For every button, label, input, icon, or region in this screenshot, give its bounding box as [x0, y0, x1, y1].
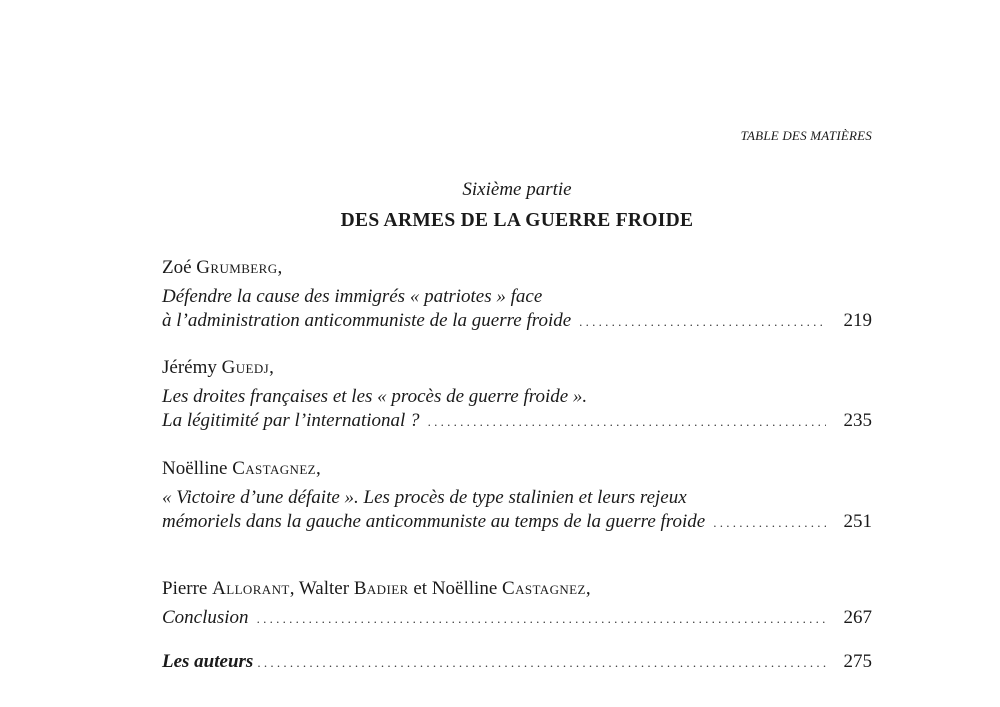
entry-title-line: mémoriels dans la gauche anticommuniste au temps de la guerre froide — [162, 511, 706, 532]
entry-title-line: Les auteurs — [162, 651, 254, 672]
dot-leader — [257, 607, 826, 631]
page-number: 235 — [843, 410, 872, 431]
author-separator: et — [408, 578, 432, 599]
page-number: 251 — [843, 511, 872, 532]
entry-title-leader-line — [162, 510, 872, 534]
entry-title-leader-line — [162, 650, 872, 674]
entry-title-leader-line — [162, 309, 872, 333]
entry-title-line: La légitimité par l’international ? — [162, 410, 420, 431]
toc-entry-les-auteurs — [162, 650, 872, 674]
author-last-name: Guedj — [221, 357, 270, 378]
author-last-name: Castagnez — [502, 578, 586, 599]
author-first-name: Zoé — [162, 257, 197, 278]
entry-author — [162, 356, 872, 380]
dot-leader — [713, 511, 826, 535]
author-first-name: Jérémy — [162, 357, 222, 378]
author-first-name: Noëlline — [431, 578, 503, 599]
dot-leader — [257, 651, 826, 675]
page-number: 267 — [843, 607, 872, 628]
toc-entry-castagnez — [162, 457, 872, 534]
entry-title-line: Défendre la cause des immigrés « patriotes » face — [162, 286, 543, 307]
dot-leader — [579, 310, 826, 334]
author-suffix: , — [316, 458, 321, 479]
toc-entry-guedj — [162, 356, 872, 433]
dot-leader — [428, 410, 826, 434]
entry-title-leader-line — [162, 409, 872, 433]
author-first-name: Pierre — [162, 578, 213, 599]
entry-title-line: à l’administration anticommuniste de la guerre froide — [162, 310, 572, 331]
entry-title-line: Conclusion — [162, 607, 249, 628]
toc-entry-grumberg — [162, 256, 872, 333]
author-last-name: Castagnez — [232, 458, 317, 479]
author-suffix: , — [269, 357, 274, 378]
entry-authors — [162, 577, 872, 601]
author-first-name: Walter — [298, 578, 354, 599]
part-title: DES ARMES DE LA GUERRE FROIDE — [340, 210, 694, 231]
part-label: Sixième partie — [462, 179, 572, 200]
running-head: TABLE DES MATIÈRES — [740, 128, 872, 143]
entry-title-line: « Victoire d’une défaite ». Les procès de type stalinien et leurs rejeux — [162, 487, 687, 508]
author-suffix: , — [277, 257, 283, 278]
page-number: 275 — [843, 651, 872, 672]
entry-title-leader-line — [162, 606, 872, 630]
entry-title-line: Les droites françaises et les « procès de guerre froide ». — [162, 386, 588, 407]
author-first-name: Noëlline — [162, 458, 233, 479]
author-last-name: Badier — [353, 578, 409, 599]
entry-author — [162, 457, 872, 481]
author-separator: , — [289, 578, 299, 599]
entry-author — [162, 256, 872, 280]
author-last-name: Allorant — [212, 578, 290, 599]
page-number: 219 — [843, 310, 872, 331]
author-suffix: , — [585, 578, 591, 599]
author-last-name: Grumberg — [196, 257, 278, 278]
toc-entry-conclusion — [162, 577, 872, 630]
